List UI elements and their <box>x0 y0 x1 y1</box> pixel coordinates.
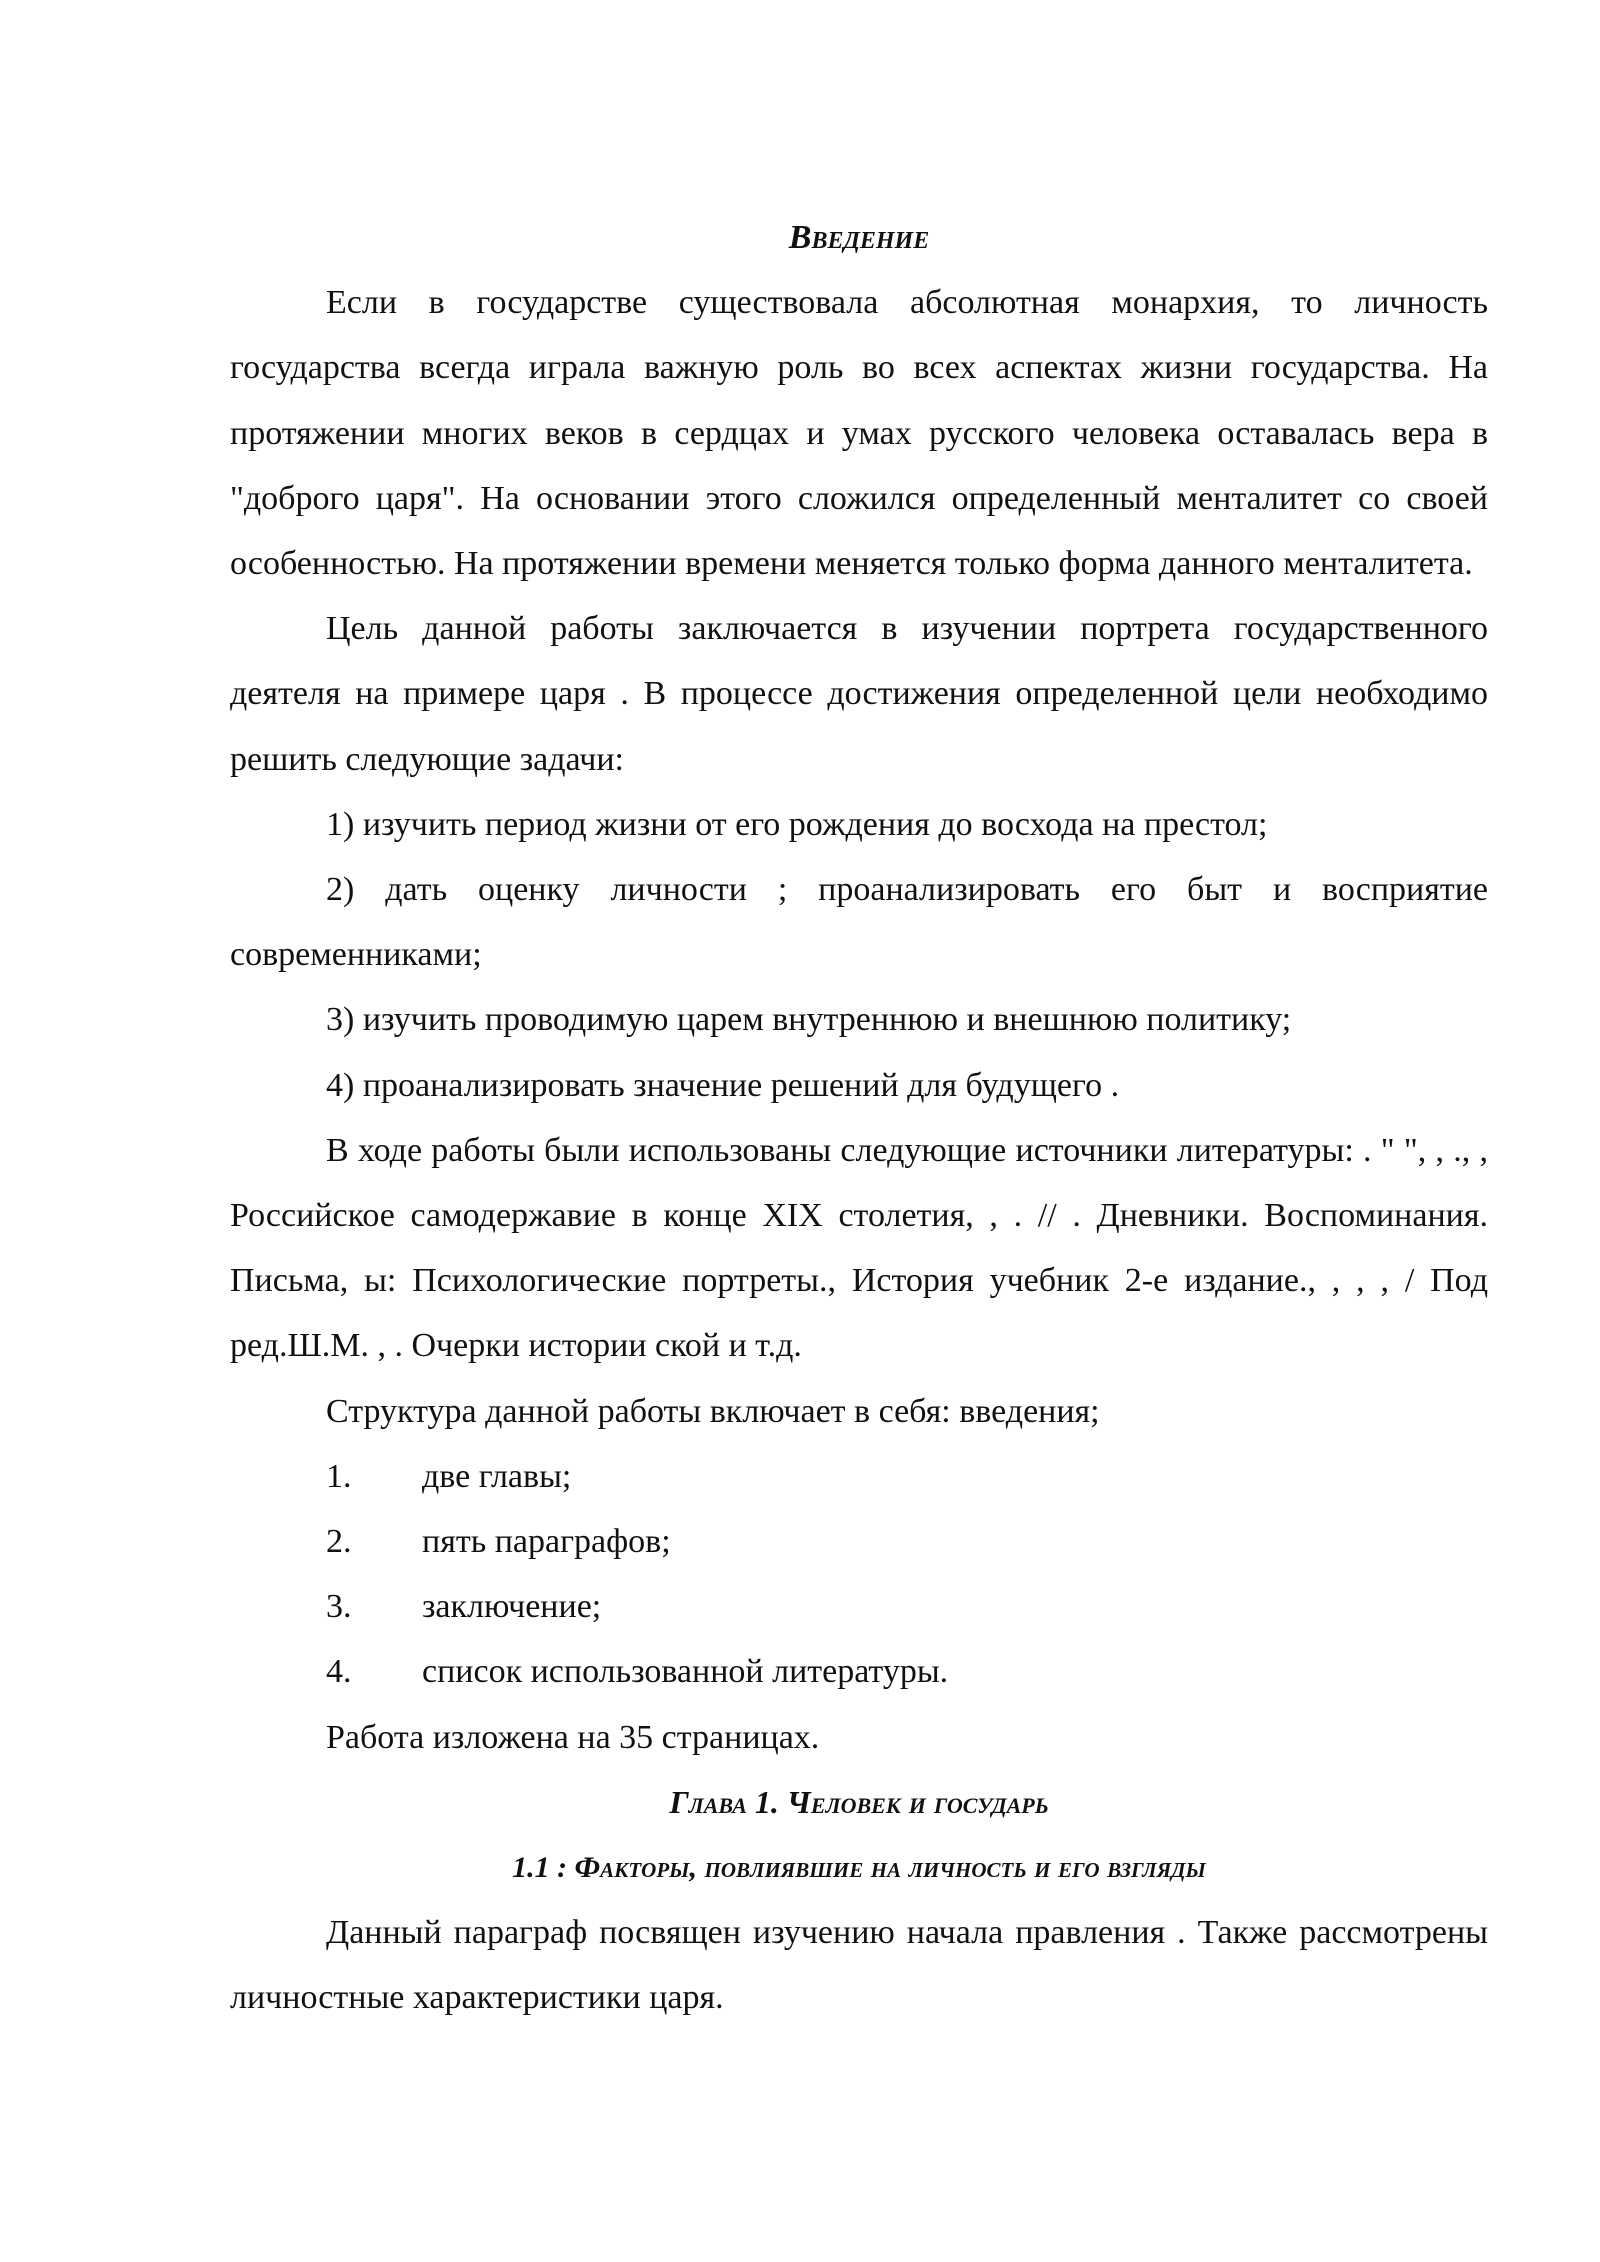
list-item-number: 1. <box>326 1457 352 1495</box>
section-heading: 1.1 : Факторы, повлиявшие на личность и его взгляды <box>512 1851 1206 1885</box>
structure-list-item <box>230 1639 1488 1704</box>
task-item-3: 3) изучить проводимую царем внутреннюю и внешнюю политику; <box>326 1001 1292 1039</box>
chapter-heading: Глава 1. Человек и государь <box>669 1783 1049 1820</box>
structure-list-item <box>230 1574 1488 1639</box>
intro-paragraph-1: Если в государстве существовала абсолютная монархия, то личность государства всегда играла важную роль во всех аспектах жизни государства. На протяжении многих веков в сердцах и умах русского человека оставалась вера в "доброго царя". На основании этого сложился определенный менталитет со своей особенностью. На протяжении времени меняется только форма данного менталитета. <box>230 284 1488 583</box>
section-paragraph: Данный параграф посвящен изучению начала правления . Также рассмотрены личностные характеристики царя. <box>230 1914 1488 2017</box>
task-item-4: 4) проанализировать значение решений для будущего . <box>326 1066 1120 1104</box>
structure-list-item <box>230 1444 1488 1509</box>
task-item-2: 2) дать оценку личности ; проанализировать его быт и восприятие современниками; <box>230 871 1488 974</box>
structure-list-item <box>230 1509 1488 1574</box>
list-item-number: 2. <box>326 1523 352 1561</box>
list-item-number: 3. <box>326 1588 352 1626</box>
task-item-1: 1) изучить период жизни от его рождения до восхода на престол; <box>326 805 1268 843</box>
introduction-heading: Введение <box>788 219 930 256</box>
list-item-text: пять параграфов; <box>422 1523 671 1561</box>
list-item-text: две главы; <box>422 1457 572 1495</box>
list-item-text: заключение; <box>422 1588 602 1626</box>
list-item-number: 4. <box>326 1653 352 1691</box>
intro-paragraph-2: Цель данной работы заключается в изучении портрета государственного деятеля на примере царя . В процессе достижения определенной цели необходимо решить следующие задачи: <box>230 610 1488 778</box>
structure-paragraph: Структура данной работы включает в себя: введения; <box>326 1392 1100 1430</box>
list-item-text: список использованной литературы. <box>422 1653 949 1691</box>
sources-paragraph: В ходе работы были использованы следующие источники литературы: . " ", , ., , Российское самодержавие в конце XIX столетия, , . // . Дневники. Воспоминания. Письма, ы: Психологические портреты., История учебник 2-е издание., , , , / Под ред.Ш.М. , . Очерки истории ской и т.д. <box>230 1131 1488 1365</box>
document-page <box>230 205 1488 2031</box>
pages-note: Работа изложена на 35 страницах. <box>326 1718 820 1756</box>
